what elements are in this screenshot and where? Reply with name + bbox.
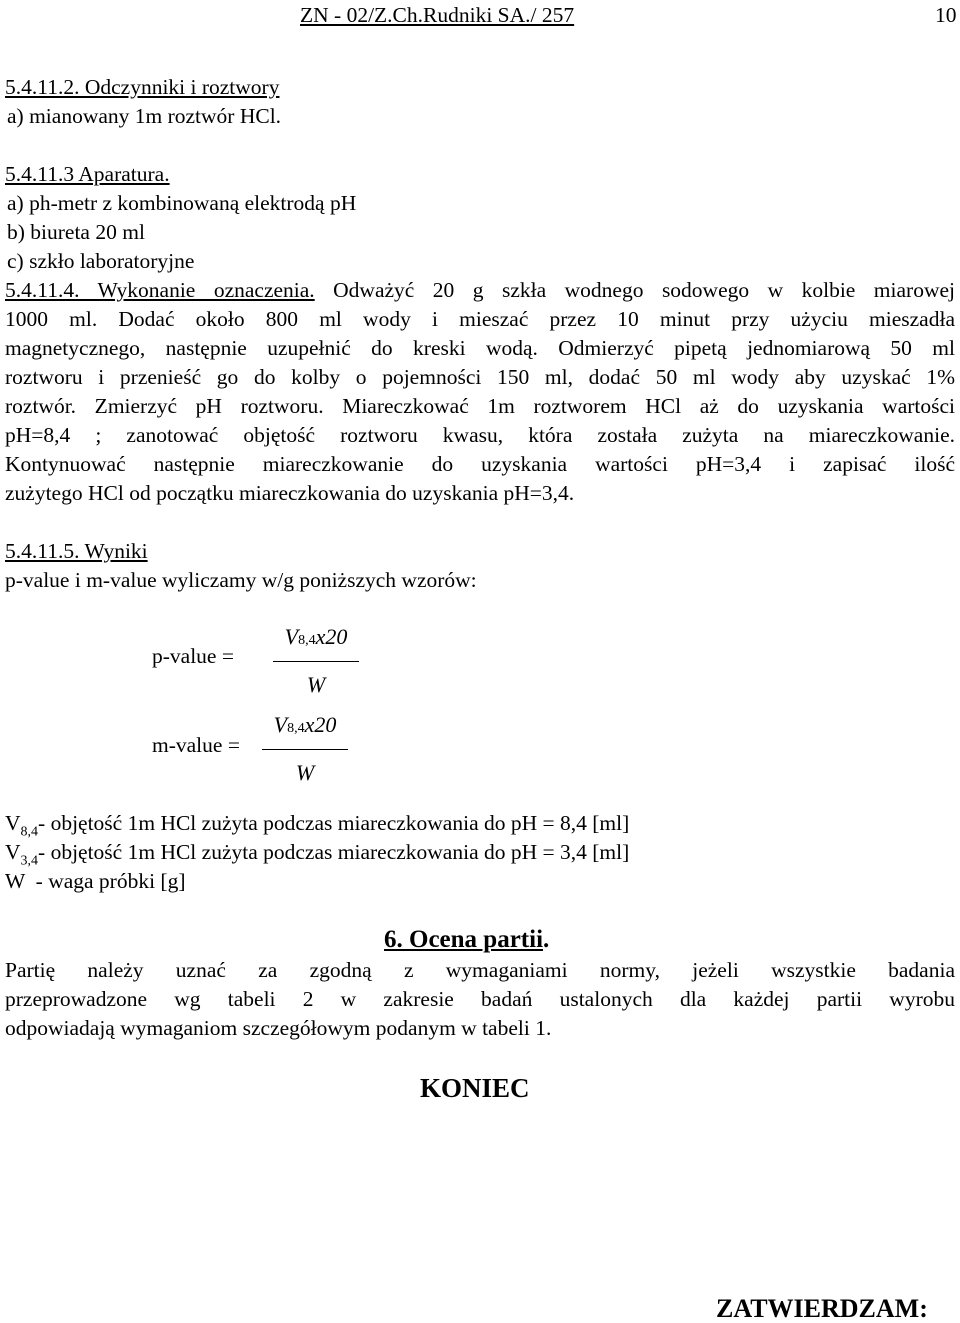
procedure-line-1: 5.4.11.4. Wykonanie oznaczenia. Odważyć 20 g szkła wodnego sodowego w kolbie miarowej	[5, 278, 956, 302]
section-reagents-heading: 5.4.11.2. Odczynniki i roztwory	[5, 75, 280, 99]
section-apparatus-heading: 5.4.11.3 Aparatura.	[5, 162, 170, 186]
formula-denominator: W	[295, 760, 315, 786]
legend-item-v34: $V_{3,4}-$ objętość 1m HCl zużyta podczas miareczkowania do pH = 3,4 [ml]	[5, 840, 630, 869]
apparatus-item: a) ph-metr z kombinowaną elektrodą pH	[7, 191, 357, 215]
legend-item-w: W - waga próbki [g]	[5, 869, 186, 893]
approval-label: ZATWIERDZAM:	[716, 1294, 928, 1323]
document-header-title: ZN - 02/Z.Ch.Rudniki SA./ 257	[300, 3, 575, 27]
formula-label-m-value: m-value =	[152, 733, 240, 757]
legend-item-v84: $V_{8,4}-$ objętość 1m HCl zużyta podczas miareczkowania do pH = 8,4 [ml]	[5, 811, 630, 840]
procedure-line: roztworu i przenieść go do kolby o pojemności 150 ml, dodać 50 ml wody aby uzyskać 1%	[5, 365, 955, 389]
formula-fraction-m-value	[262, 710, 348, 788]
fraction-bar	[262, 749, 348, 750]
end-text: KONIEC	[420, 1073, 530, 1103]
evaluation-line: odpowiadają wymaganiom szczegółowym podanym w tabeli 1.	[5, 1016, 552, 1040]
apparatus-item: c) szkło laboratoryjne	[7, 249, 195, 273]
reagent-item: a) mianowany 1m roztwór HCl.	[7, 104, 282, 128]
procedure-line: roztwór. Zmierzyć pH roztworu. Miareczkować 1m roztworem HCl aż do uzyskania wartości	[5, 394, 955, 418]
section-procedure-heading: 5.4.11.4. Wykonanie oznaczenia.	[5, 278, 315, 302]
page-number: 10	[935, 3, 957, 27]
section-evaluation-heading: 6. Ocena partii.	[384, 926, 550, 953]
procedure-line: zużytego HCl od początku miareczkowania do uzyskania pH=3,4.	[5, 481, 575, 505]
formula-fraction-p-value	[273, 622, 359, 700]
apparatus-item: b) biureta 20 ml	[7, 220, 145, 244]
procedure-line: Kontynuować następnie miareczkowanie do uzyskania wartości pH=3,4 i zapisać ilość	[5, 452, 955, 476]
section-results-heading: 5.4.11.5. Wyniki	[5, 539, 148, 563]
results-intro: p-value i m-value wyliczamy w/g poniższych wzorów:	[5, 568, 477, 592]
procedure-line: magnetycznego, następnie uzupełnić do kreski wodą. Odmierzyć pipetą jednomiarową 50 ml	[5, 336, 955, 360]
fraction-bar	[273, 661, 359, 662]
formula-numerator: V8,4x20	[284, 624, 348, 649]
evaluation-line: przeprowadzone wg tabeli 2 w zakresie badań ustalonych dla każdej partii wyrobu	[5, 987, 955, 1011]
formula-label-p-value: p-value =	[152, 644, 234, 668]
procedure-line: pH=8,4 ; zanotować objętość roztworu kwasu, która została zużyta na miareczkowanie.	[5, 423, 955, 447]
formula-denominator: W	[306, 672, 326, 698]
formula-numerator: V8,4x20	[273, 712, 337, 737]
evaluation-line: Partię należy uznać za zgodną z wymaganiami normy, jeżeli wszystkie badania	[5, 958, 955, 982]
procedure-line: 1000 ml. Dodać około 800 ml wody i mieszać przez 10 minut przy użyciu mieszadła	[5, 307, 955, 331]
